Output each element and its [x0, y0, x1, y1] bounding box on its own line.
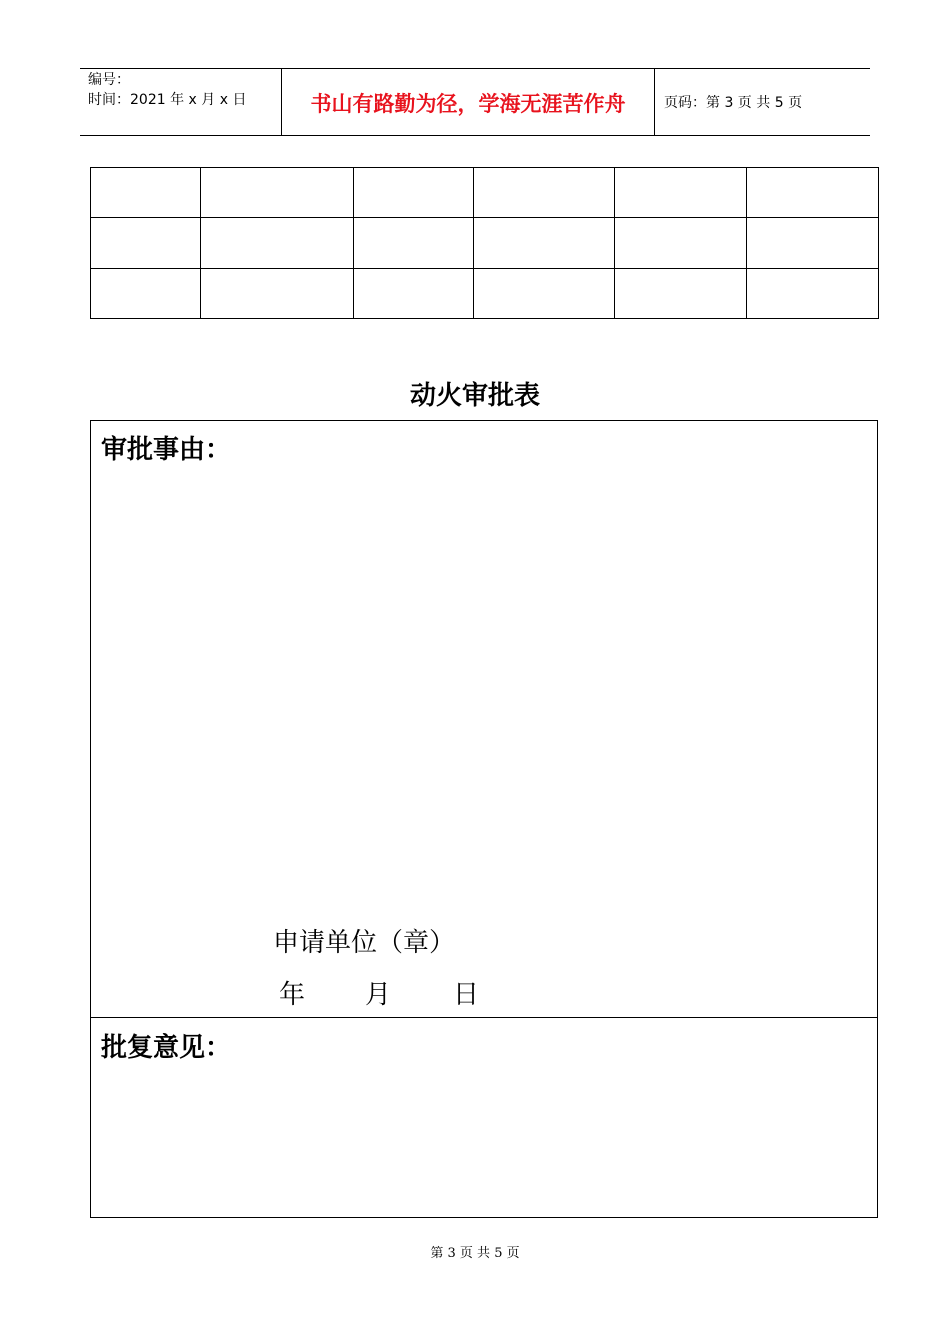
- table-cell: [747, 218, 879, 268]
- blank-table: [90, 167, 879, 319]
- form-section-divider: [91, 1017, 877, 1018]
- table-cell: [354, 218, 474, 268]
- table-cell: [474, 268, 615, 318]
- footer-page-number: 第 3 页 共 5 页: [430, 1246, 520, 1261]
- header-top-rule: [80, 68, 870, 69]
- table-cell: [474, 168, 615, 218]
- table-cell: [91, 168, 201, 218]
- table-cell: [354, 268, 474, 318]
- table-cell: [747, 268, 879, 318]
- table-cell: [615, 268, 747, 318]
- header-divider-right: [654, 68, 655, 136]
- table-cell: [747, 168, 879, 218]
- header-bottom-rule: [80, 135, 870, 136]
- table-cell: [354, 168, 474, 218]
- table-cell: [615, 218, 747, 268]
- application-date-row: [279, 976, 479, 1014]
- reply-opinion-label: 批复意见：: [101, 1033, 232, 1063]
- header-motto: 书山有路勤为径，学海无涯苦作舟: [310, 92, 626, 116]
- approval-reason-label: 审批事由：: [101, 435, 232, 465]
- date-year-label: 年: [279, 980, 306, 1010]
- table-row: [91, 268, 879, 318]
- table-cell: [201, 168, 354, 218]
- applicant-unit-label: 申请单位（章）: [273, 928, 456, 958]
- form-title: 动火审批表: [409, 381, 540, 411]
- table-cell: [201, 268, 354, 318]
- table-row: [91, 168, 879, 218]
- table-cell: [615, 168, 747, 218]
- table-cell: [91, 268, 201, 318]
- document-number-label: 编号：: [88, 72, 130, 88]
- table-row: [91, 218, 879, 268]
- date-day-label: 日: [453, 980, 480, 1010]
- table-cell: [201, 218, 354, 268]
- table-cell: [474, 218, 615, 268]
- table-cell: [91, 218, 201, 268]
- header-info: [88, 70, 246, 110]
- document-date-label: 时间：2021 年 x 月 x 日: [88, 92, 247, 108]
- approval-form: [90, 420, 878, 1218]
- date-month-label: 月: [365, 980, 392, 1010]
- header-page-number: 页码：第 3 页 共 5 页: [664, 95, 803, 111]
